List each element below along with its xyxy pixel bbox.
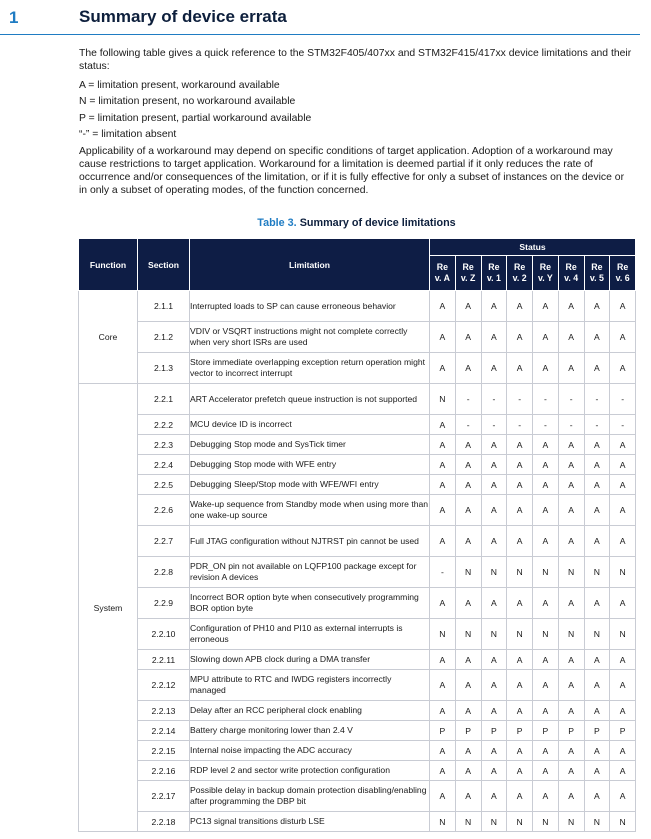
status-cell: A <box>533 526 559 557</box>
status-cell: A <box>455 526 481 557</box>
revision-label: v. Z <box>460 273 476 283</box>
status-cell: A <box>430 495 456 526</box>
status-cell: A <box>507 475 533 495</box>
table-row <box>79 322 636 353</box>
section-link[interactable]: 2.2.16 <box>138 761 190 781</box>
status-cell: A <box>430 415 456 435</box>
status-cell: A <box>610 588 636 619</box>
status-cell: N <box>558 812 584 832</box>
section-link[interactable]: 2.1.2 <box>138 322 190 353</box>
status-cell: - <box>507 384 533 415</box>
section-link[interactable]: 2.2.14 <box>138 721 190 741</box>
limitation-link[interactable]: Possible delay in backup domain protection disabling/enabling after programming the DBP bit <box>190 781 430 812</box>
status-cell: A <box>430 526 456 557</box>
limitation-link[interactable]: Debugging Stop mode and SysTick timer <box>190 435 430 455</box>
section-link[interactable]: 2.2.5 <box>138 475 190 495</box>
section-link[interactable]: 2.2.9 <box>138 588 190 619</box>
table-row <box>79 557 636 588</box>
table-caption-title: Summary of device limitations <box>299 217 456 229</box>
status-cell: A <box>533 322 559 353</box>
status-cell: - <box>455 415 481 435</box>
revision-prefix: Re <box>591 262 603 272</box>
section-header <box>0 0 640 35</box>
status-cell: N <box>610 557 636 588</box>
status-cell: A <box>507 781 533 812</box>
table-row <box>79 812 636 832</box>
status-cell: N <box>455 557 481 588</box>
status-cell: A <box>430 670 456 701</box>
status-cell: P <box>455 721 481 741</box>
status-cell: - <box>533 384 559 415</box>
section-link[interactable]: 2.2.4 <box>138 455 190 475</box>
status-cell: N <box>558 619 584 650</box>
status-cell: A <box>455 650 481 670</box>
table-row <box>79 761 636 781</box>
status-cell: A <box>430 701 456 721</box>
status-cell: A <box>507 761 533 781</box>
section-link[interactable]: 2.2.15 <box>138 741 190 761</box>
limitations-table <box>78 238 636 832</box>
status-cell: A <box>584 475 610 495</box>
table-row <box>79 781 636 812</box>
limitation-link[interactable]: RDP level 2 and sector write protection configuration <box>190 761 430 781</box>
status-cell: A <box>430 475 456 495</box>
status-cell: A <box>430 435 456 455</box>
status-cell: A <box>507 670 533 701</box>
revision-prefix: Re <box>565 262 577 272</box>
status-cell: N <box>481 619 507 650</box>
table-row <box>79 619 636 650</box>
status-cell: A <box>481 761 507 781</box>
status-cell: A <box>430 455 456 475</box>
status-cell: A <box>558 495 584 526</box>
status-cell: A <box>610 670 636 701</box>
status-cell: A <box>481 322 507 353</box>
status-cell: - <box>610 415 636 435</box>
status-cell: N <box>481 812 507 832</box>
status-cell: A <box>430 761 456 781</box>
status-cell: A <box>455 322 481 353</box>
section-link[interactable]: 2.2.3 <box>138 435 190 455</box>
revision-prefix: Re <box>539 262 551 272</box>
status-cell: A <box>533 291 559 322</box>
table-caption-label: Table 3. <box>257 217 297 229</box>
limitation-link[interactable]: Wake-up sequence from Standby mode when using more than one wake-up source <box>190 495 430 526</box>
status-cell: A <box>584 455 610 475</box>
section-link[interactable]: 2.2.18 <box>138 812 190 832</box>
limitation-link[interactable]: ART Accelerator prefetch queue instruction is not supported <box>190 384 430 415</box>
status-cell: A <box>558 475 584 495</box>
status-cell: A <box>455 741 481 761</box>
limitation-link[interactable]: Full JTAG configuration without NJTRST pin cannot be used <box>190 526 430 557</box>
status-cell: A <box>507 526 533 557</box>
limitation-link[interactable]: Store immediate overlapping exception return operation might vector to incorrect interrupt <box>190 353 430 384</box>
limitation-header: Limitation <box>190 239 430 291</box>
status-cell: A <box>584 781 610 812</box>
status-cell: A <box>533 495 559 526</box>
table-row <box>79 526 636 557</box>
status-cell: - <box>455 384 481 415</box>
status-cell: - <box>481 384 507 415</box>
limitation-link[interactable]: Slowing down APB clock during a DMA transfer <box>190 650 430 670</box>
table-row <box>79 495 636 526</box>
revision-prefix: Re <box>462 262 474 272</box>
status-cell: A <box>584 353 610 384</box>
table-row <box>79 741 636 761</box>
status-cell: A <box>430 322 456 353</box>
status-cell: N <box>584 619 610 650</box>
status-cell: A <box>430 650 456 670</box>
status-cell: N <box>481 557 507 588</box>
status-cell: - <box>481 415 507 435</box>
limitation-link[interactable]: Debugging Sleep/Stop mode with WFE/WFI entry <box>190 475 430 495</box>
status-cell: N <box>533 812 559 832</box>
status-cell: A <box>558 455 584 475</box>
status-cell: A <box>507 741 533 761</box>
status-cell: A <box>558 670 584 701</box>
status-cell: A <box>507 353 533 384</box>
status-cell: A <box>584 526 610 557</box>
status-cell: A <box>481 291 507 322</box>
status-cell: A <box>481 475 507 495</box>
table-row <box>79 455 636 475</box>
status-header: Status <box>430 239 636 256</box>
status-cell: A <box>584 588 610 619</box>
limitation-link[interactable]: PC13 signal transitions disturb LSE <box>190 812 430 832</box>
revision-header <box>558 256 584 291</box>
status-cell: A <box>610 495 636 526</box>
status-cell: P <box>481 721 507 741</box>
status-cell: A <box>481 701 507 721</box>
status-cell: A <box>507 701 533 721</box>
status-cell: A <box>507 495 533 526</box>
revision-header <box>584 256 610 291</box>
status-cell: A <box>558 322 584 353</box>
intro-text <box>79 48 634 202</box>
revision-prefix: Re <box>617 262 629 272</box>
limitation-link[interactable]: VDIV or VSQRT instructions might not complete correctly when very short ISRs are used <box>190 322 430 353</box>
status-cell: N <box>430 384 456 415</box>
status-cell: N <box>558 557 584 588</box>
limitation-link[interactable]: Configuration of PH10 and PI10 as external interrupts is erroneous <box>190 619 430 650</box>
status-cell: A <box>533 650 559 670</box>
status-cell: A <box>610 761 636 781</box>
limitation-link[interactable]: PDR_ON pin not available on LQFP100 package except for revision A devices <box>190 557 430 588</box>
legend-p: P = limitation present, partial workaround available <box>79 112 312 124</box>
status-cell: A <box>507 291 533 322</box>
limitation-link[interactable]: Incorrect BOR option byte when consecutively programming BOR option byte <box>190 588 430 619</box>
status-cell: A <box>533 588 559 619</box>
revision-label: v. 4 <box>564 273 579 283</box>
status-cell: A <box>430 588 456 619</box>
limitation-link[interactable]: Interrupted loads to SP can cause erroneous behavior <box>190 291 430 322</box>
status-cell: A <box>430 291 456 322</box>
status-cell: A <box>584 435 610 455</box>
revision-label: v. 6 <box>615 273 630 283</box>
status-cell: A <box>430 781 456 812</box>
status-cell: A <box>455 588 481 619</box>
revision-label: v. 1 <box>486 273 501 283</box>
status-cell: A <box>507 455 533 475</box>
status-cell: A <box>455 781 481 812</box>
revision-label: v. Y <box>537 273 553 283</box>
table-row <box>79 415 636 435</box>
section-title: Summary of device errata <box>79 7 287 26</box>
section-link[interactable]: 2.1.1 <box>138 291 190 322</box>
status-cell: A <box>558 741 584 761</box>
section-link[interactable]: 2.2.6 <box>138 495 190 526</box>
status-cell: A <box>533 455 559 475</box>
section-link[interactable]: 2.1.3 <box>138 353 190 384</box>
status-cell: P <box>507 721 533 741</box>
status-cell: A <box>610 435 636 455</box>
section-link[interactable]: 2.2.1 <box>138 384 190 415</box>
status-cell: A <box>558 650 584 670</box>
status-cell: A <box>558 435 584 455</box>
status-cell: P <box>430 721 456 741</box>
table-row <box>79 353 636 384</box>
status-cell: A <box>507 588 533 619</box>
section-number: 1 <box>9 8 19 27</box>
status-cell: A <box>533 670 559 701</box>
status-cell: A <box>455 761 481 781</box>
status-cell: A <box>558 526 584 557</box>
status-cell: - <box>610 384 636 415</box>
status-cell: A <box>455 495 481 526</box>
status-cell: A <box>481 741 507 761</box>
status-cell: A <box>430 353 456 384</box>
status-cell: P <box>558 721 584 741</box>
status-cell: A <box>455 670 481 701</box>
status-cell: P <box>584 721 610 741</box>
status-cell: A <box>610 291 636 322</box>
status-cell: N <box>584 812 610 832</box>
section-header-cell: Section <box>138 239 190 291</box>
status-cell: A <box>533 761 559 781</box>
status-cell: - <box>430 557 456 588</box>
table-row <box>79 475 636 495</box>
status-cell: P <box>533 721 559 741</box>
revision-label: v. 5 <box>589 273 604 283</box>
status-cell: A <box>455 435 481 455</box>
section-link[interactable]: 2.2.17 <box>138 781 190 812</box>
status-cell: A <box>610 455 636 475</box>
status-cell: A <box>481 650 507 670</box>
revision-header <box>430 256 456 291</box>
limitation-link[interactable]: Delay after an RCC peripheral clock enabling <box>190 701 430 721</box>
status-cell: N <box>507 557 533 588</box>
table-caption <box>79 217 634 229</box>
status-cell: - <box>584 415 610 435</box>
status-cell: - <box>558 384 584 415</box>
status-cell: A <box>533 741 559 761</box>
intro-paragraph: The following table gives a quick reference to the STM32F405/407xx and STM32F415/417xx device limitations and their status: <box>79 48 632 72</box>
table-row <box>79 435 636 455</box>
status-cell: A <box>481 781 507 812</box>
applicability-paragraph: Applicability of a workaround may depend on specific conditions of target application. Adoption of a workaround may cause restrictions to target application. Workaround for a limitation is deemed partial if it only reduces the rate of occurrence and/or consequences of the limitation, or if it is fully effective for only a subset of instances on the device or in only a subset of operating modes, of the function concerned. <box>79 146 625 197</box>
status-cell: N <box>610 619 636 650</box>
status-cell: A <box>610 781 636 812</box>
section-link[interactable]: 2.2.11 <box>138 650 190 670</box>
section-link[interactable]: 2.2.2 <box>138 415 190 435</box>
status-cell: A <box>610 475 636 495</box>
status-cell: N <box>430 812 456 832</box>
section-link[interactable]: 2.2.13 <box>138 701 190 721</box>
revision-label: v. A <box>434 273 450 283</box>
status-cell: N <box>455 812 481 832</box>
status-cell: N <box>455 619 481 650</box>
status-cell: N <box>584 557 610 588</box>
status-cell: A <box>455 475 481 495</box>
status-cell: - <box>533 415 559 435</box>
status-cell: A <box>584 650 610 670</box>
status-cell: A <box>481 670 507 701</box>
legend-a: A = limitation present, workaround available <box>79 79 280 91</box>
status-cell: A <box>584 322 610 353</box>
table-row <box>79 384 636 415</box>
status-cell: A <box>533 475 559 495</box>
section-link[interactable]: 2.2.8 <box>138 557 190 588</box>
status-cell: N <box>533 557 559 588</box>
status-cell: A <box>584 701 610 721</box>
status-cell: A <box>610 650 636 670</box>
status-cell: A <box>584 741 610 761</box>
status-cell: A <box>533 781 559 812</box>
revision-header <box>533 256 559 291</box>
table-row <box>79 291 636 322</box>
revision-label: v. 2 <box>512 273 527 283</box>
table-row <box>79 701 636 721</box>
status-cell: A <box>481 588 507 619</box>
table-row <box>79 588 636 619</box>
table-row <box>79 721 636 741</box>
status-cell: A <box>558 588 584 619</box>
status-cell: A <box>584 670 610 701</box>
status-cell: A <box>455 353 481 384</box>
status-cell: A <box>507 435 533 455</box>
status-cell: A <box>533 701 559 721</box>
status-cell: A <box>558 761 584 781</box>
table-row <box>79 650 636 670</box>
section-link[interactable]: 2.2.7 <box>138 526 190 557</box>
status-cell: - <box>584 384 610 415</box>
status-cell: A <box>584 291 610 322</box>
limitation-link[interactable]: MPU attribute to RTC and IWDG registers incorrectly managed <box>190 670 430 701</box>
table-row <box>79 670 636 701</box>
status-cell: A <box>481 526 507 557</box>
status-cell: A <box>558 291 584 322</box>
limitation-link[interactable]: Battery charge monitoring lower than 2.4 V <box>190 721 430 741</box>
limitation-link[interactable]: Debugging Stop mode with WFE entry <box>190 455 430 475</box>
status-cell: A <box>455 701 481 721</box>
revision-header <box>455 256 481 291</box>
legend-n: N = limitation present, no workaround available <box>79 96 296 108</box>
status-cell: A <box>507 650 533 670</box>
limitation-link[interactable]: Internal noise impacting the ADC accuracy <box>190 741 430 761</box>
status-cell: A <box>558 781 584 812</box>
status-cell: A <box>533 435 559 455</box>
status-cell: A <box>507 322 533 353</box>
function-cell: System <box>79 384 138 832</box>
revision-prefix: Re <box>436 262 448 272</box>
status-cell: A <box>455 455 481 475</box>
section-link[interactable]: 2.2.12 <box>138 670 190 701</box>
status-cell: N <box>507 619 533 650</box>
function-header: Function <box>79 239 138 291</box>
status-cell: N <box>507 812 533 832</box>
limitation-link[interactable]: MCU device ID is incorrect <box>190 415 430 435</box>
revision-header <box>481 256 507 291</box>
legend-absent: “-” = limitation absent <box>79 129 177 141</box>
status-cell: A <box>430 741 456 761</box>
status-cell: A <box>533 353 559 384</box>
status-cell: A <box>481 435 507 455</box>
status-cell: N <box>610 812 636 832</box>
function-cell: Core <box>79 291 138 384</box>
status-cell: A <box>610 353 636 384</box>
status-cell: A <box>584 495 610 526</box>
status-cell: A <box>610 526 636 557</box>
status-cell: N <box>533 619 559 650</box>
status-cell: - <box>507 415 533 435</box>
status-cell: - <box>558 415 584 435</box>
revision-header <box>610 256 636 291</box>
status-cell: P <box>610 721 636 741</box>
status-cell: A <box>610 701 636 721</box>
revision-header <box>507 256 533 291</box>
status-cell: A <box>481 455 507 475</box>
revision-prefix: Re <box>514 262 526 272</box>
status-cell: N <box>430 619 456 650</box>
status-cell: A <box>610 741 636 761</box>
status-cell: A <box>558 353 584 384</box>
revision-prefix: Re <box>488 262 500 272</box>
status-cell: A <box>584 761 610 781</box>
status-cell: A <box>558 701 584 721</box>
status-cell: A <box>481 353 507 384</box>
status-cell: A <box>610 322 636 353</box>
section-link[interactable]: 2.2.10 <box>138 619 190 650</box>
status-cell: A <box>481 495 507 526</box>
status-cell: A <box>455 291 481 322</box>
